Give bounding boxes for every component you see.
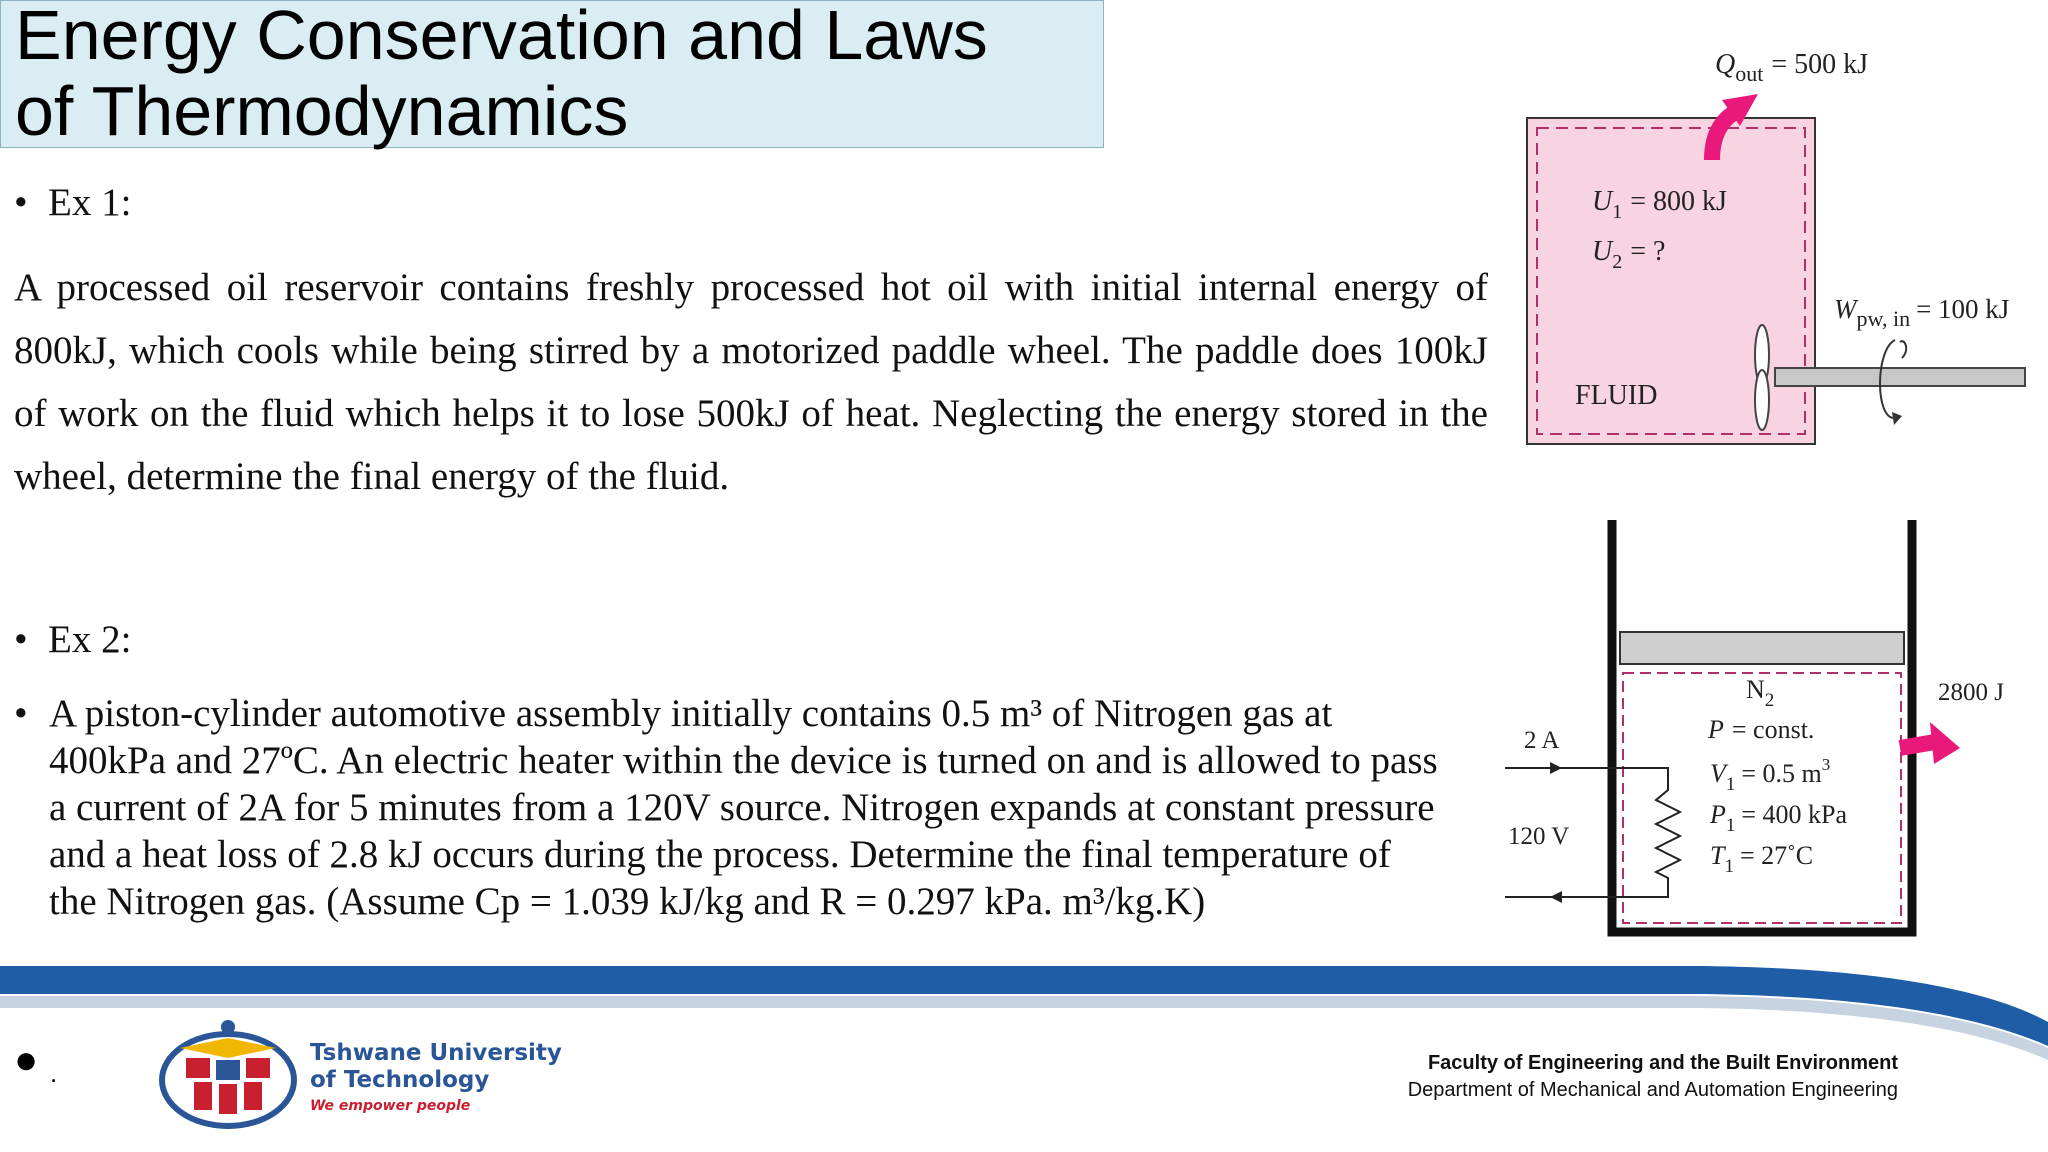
figure-piston-cylinder — [1490, 510, 2048, 950]
v1-label — [1710, 755, 1830, 795]
ex1-text: A processed oil reservoir contains freshly processed hot oil with initial internal energy of 800kJ, which cools while being stirred by a motorized paddle wheel. The paddle does 100kJ of work on the fluid which helps it to lose 500kJ of heat. Neglecting the energy stored in the wheel, determine the final energy of the fluid. — [14, 266, 1488, 498]
logo-pillar-1 — [194, 1082, 212, 1110]
footer-dot: . — [50, 1058, 58, 1088]
logo-block-2 — [216, 1060, 240, 1080]
faculty-name: Faculty of Engineering and the Built Environment — [1427, 1052, 1898, 1074]
u2-sub: 2 — [1612, 251, 1623, 273]
logo-block-3 — [246, 1058, 270, 1078]
w-value: = 100 kJ — [1916, 294, 2010, 324]
ex1-label: Ex 1: — [48, 181, 132, 224]
figure-paddle-tank — [1500, 20, 2048, 460]
paddle-blade-bottom — [1755, 370, 1769, 430]
slide-title — [15, 0, 1095, 149]
footer-bullet: ● — [14, 1038, 39, 1082]
system-boundary — [1623, 673, 1901, 923]
heater-resistor — [1648, 768, 1680, 897]
paddle-shaft — [1775, 368, 2025, 386]
ex2-item — [14, 690, 1444, 925]
ex1-bullet — [14, 180, 131, 226]
rotation-arrow-back — [1900, 341, 1906, 358]
bullet-icon: • — [14, 618, 28, 661]
logo-block-1 — [186, 1058, 210, 1078]
w-sub: pw, in — [1856, 306, 1911, 331]
tank-box — [1527, 118, 1815, 444]
fluid-label: FLUID — [1575, 380, 1658, 411]
v1-sub: 1 — [1725, 774, 1736, 795]
t1-label — [1710, 841, 1813, 877]
v1-symbol: V — [1710, 759, 1726, 788]
w-symbol: W — [1834, 294, 1857, 324]
q-symbol: Q — [1715, 49, 1736, 80]
u1-value: = 800 kJ — [1630, 186, 1727, 217]
heat-loss-arrowhead — [1930, 722, 1960, 764]
w-in-label — [1834, 294, 2009, 331]
faculty-block — [1408, 1050, 1898, 1104]
p-symbol: P — [1708, 715, 1724, 744]
u1-symbol: U — [1592, 186, 1613, 217]
p1-label — [1709, 800, 1848, 836]
v1-unit-sup: 3 — [1821, 755, 1831, 774]
u2-symbol: U — [1592, 236, 1613, 267]
title-line-2: of Thermodynamics — [15, 72, 629, 150]
title-line-1: Energy Conservation and Laws — [15, 0, 988, 74]
university-tagline: We empower people — [310, 1098, 471, 1114]
heat-loss-arrow — [1900, 742, 1935, 748]
university-logo-icon — [158, 1018, 300, 1130]
u2-value: = ? — [1630, 236, 1666, 267]
logo-head — [221, 1020, 235, 1034]
voltage-label: 120 V — [1508, 823, 1570, 850]
q-out-label — [1715, 49, 1868, 86]
q-sub: out — [1735, 61, 1764, 86]
current-arrowhead — [1550, 762, 1562, 774]
q-value: = 500 kJ — [1771, 49, 1869, 80]
department-name: Department of Mechanical and Automation Engineering — [1407, 1079, 1898, 1101]
bullet-icon: • — [14, 692, 28, 735]
p1-value: = 400 kPa — [1741, 800, 1848, 829]
gas-symbol: N — [1746, 675, 1765, 704]
bullet-icon: • — [14, 181, 28, 224]
t1-value: = 27˚C — [1739, 841, 1814, 870]
uni-line-2: of Technology — [310, 1067, 490, 1093]
logo-pillar-3 — [244, 1082, 262, 1110]
p-text: = const. — [1731, 715, 1815, 744]
title-box — [0, 0, 1104, 148]
university-name — [310, 1040, 562, 1094]
v1-value: = 0.5 m — [1741, 759, 1822, 788]
heat-label: 2800 J — [1938, 679, 2004, 706]
ex2-label: Ex 2: — [48, 618, 132, 661]
p1-sub: 1 — [1725, 815, 1736, 836]
p1-symbol: P — [1710, 800, 1726, 829]
rotation-arrowhead — [1892, 412, 1902, 425]
ex2-bullet — [14, 617, 131, 663]
t1-symbol: T — [1710, 841, 1725, 870]
t1-sub: 1 — [1724, 856, 1734, 877]
gas-label — [1746, 675, 1774, 711]
u1-sub: 1 — [1612, 201, 1623, 223]
logo-pillar-2 — [219, 1084, 237, 1114]
ex2-text: A piston-cylinder automotive assembly initially contains 0.5 m³ of Nitrogen gas at 400kPa and 27ºC. An electric heater within the device is turned on and is allowed to pass a current of 2A for 5 minutes from a 120V source. Nitrogen expands at constant pressure and a heat loss of 2.8 kJ occurs during the process. Determine the final temperature of the Nitrogen gas. (Assume Cp = 1.039 kJ/kg and R = 0.297 kPa. m³/kg.K) — [49, 692, 1438, 923]
return-arrowhead — [1550, 891, 1562, 903]
piston — [1620, 632, 1904, 664]
current-label: 2 A — [1524, 727, 1560, 754]
uni-line-1: Tshwane University — [310, 1040, 562, 1066]
pressure-label — [1707, 715, 1814, 744]
gas-sub: 2 — [1764, 690, 1775, 711]
